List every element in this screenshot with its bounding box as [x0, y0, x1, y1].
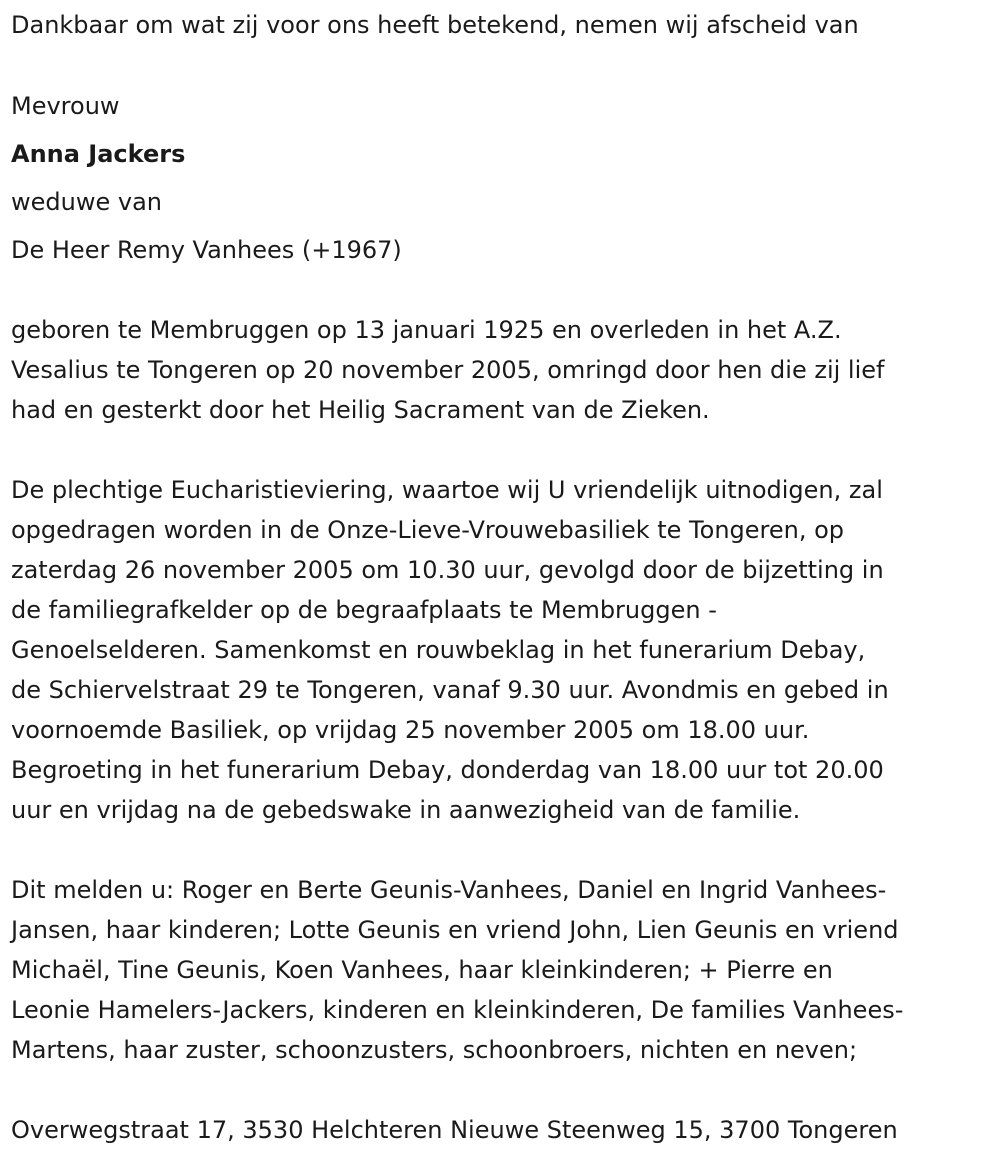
paragraph-line: opgedragen worden in de Onze-Lieve-Vrouwebasiliek te Tongeren, op — [11, 516, 845, 544]
intro-text: Dankbaar om wat zij voor ons heeft betekend, nemen wij afscheid van — [11, 11, 859, 39]
paragraph-line: De plechtige Eucharistieviering, waartoe wij U vriendelijk uitnodigen, zal — [11, 476, 883, 504]
paragraph-line: de Schiervelstraat 29 te Tongeren, vanaf 9.30 uur. Avondmis en gebed in — [11, 676, 889, 704]
paragraph-line: zaterdag 26 november 2005 om 10.30 uur, gevolgd door de bijzetting in — [11, 556, 884, 584]
paragraph-line: Dit melden u: Roger en Berte Geunis-Vanhees, Daniel en Ingrid Vanhees- — [11, 876, 887, 904]
addresses: Overwegstraat 17, 3530 Helchteren Nieuwe Steenweg 15, 3700 Tongeren — [11, 1116, 898, 1144]
paragraph-line: Martens, haar zuster, schoonzusters, schoonbroers, nichten en neven; — [11, 1036, 858, 1064]
family-paragraph — [11, 870, 903, 1070]
deceased-name: Anna Jackers — [11, 140, 186, 168]
paragraph-line: geboren te Membruggen op 13 januari 1925 en overleden in het A.Z. — [11, 316, 842, 344]
relation-text: weduwe van — [11, 188, 162, 216]
paragraph-line: de familiegrafkelder op de begraafplaats te Membruggen - — [11, 596, 717, 624]
paragraph-line: Jansen, haar kinderen; Lotte Geunis en vriend John, Lien Geunis en vriend — [11, 916, 899, 944]
paragraph-line: had en gesterkt door het Heilig Sacrament van de Zieken. — [11, 396, 710, 424]
ceremony-paragraph — [11, 470, 889, 830]
salutation: Mevrouw — [11, 92, 120, 120]
paragraph-line: voornoemde Basiliek, op vrijdag 25 november 2005 om 18.00 uur. — [11, 716, 810, 744]
paragraph-line: Begroeting in het funerarium Debay, donderdag van 18.00 uur tot 20.00 — [11, 756, 884, 784]
spouse-name: De Heer Remy Vanhees (+1967) — [11, 236, 402, 264]
paragraph-line: Vesalius te Tongeren op 20 november 2005, omringd door hen die zij lief — [11, 356, 885, 384]
paragraph-line: Genoelselderen. Samenkomst en rouwbeklag in het funerarium Debay, — [11, 636, 866, 664]
paragraph-line: uur en vrijdag na de gebedswake in aanwezigheid van de familie. — [11, 796, 801, 824]
paragraph-line: Michaël, Tine Geunis, Koen Vanhees, haar kleinkinderen; + Pierre en — [11, 956, 833, 984]
paragraph-line: Leonie Hamelers-Jackers, kinderen en kleinkinderen, De families Vanhees- — [11, 996, 904, 1024]
birth-death-paragraph — [11, 310, 884, 430]
